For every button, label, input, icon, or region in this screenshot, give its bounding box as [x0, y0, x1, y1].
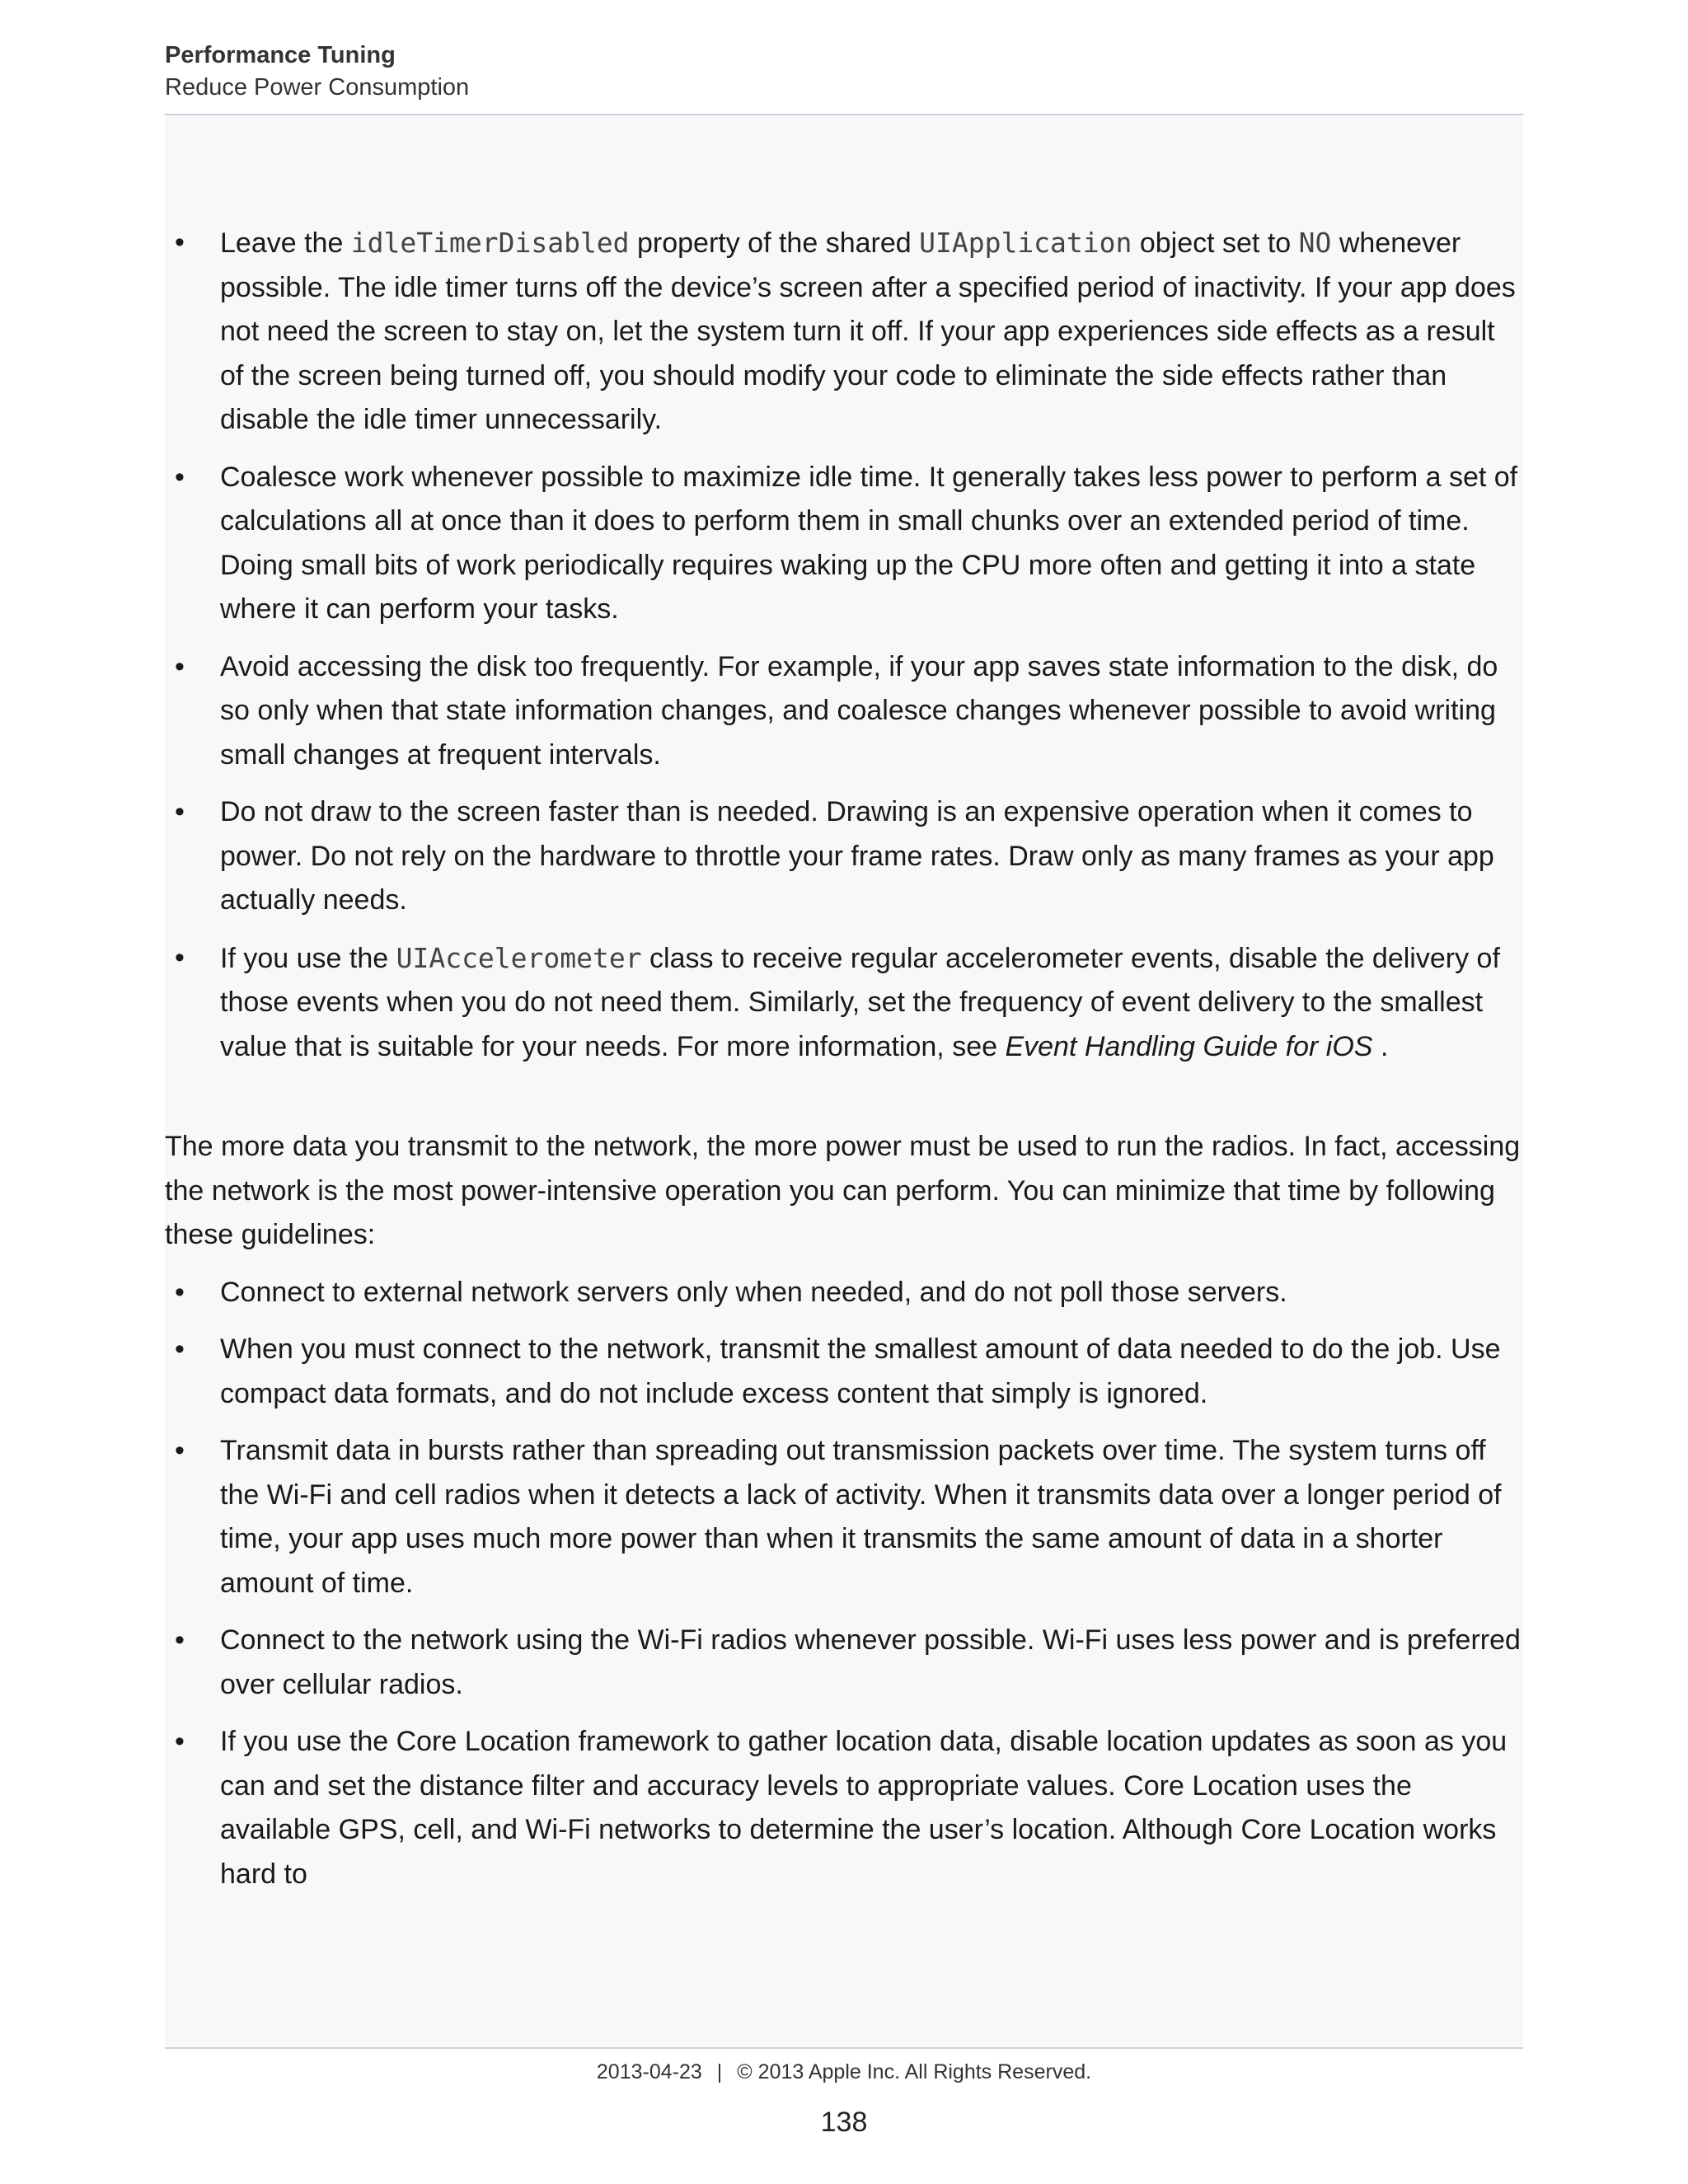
bullet-icon: • — [175, 227, 185, 258]
code-no: NO — [1298, 227, 1332, 259]
bullet-icon: • — [175, 461, 185, 493]
running-header — [165, 40, 1523, 104]
bullet-icon: • — [175, 796, 185, 827]
list-item: • Avoid accessing the disk too frequently. For example, if your app saves state information to the disk, do so only when that state information changes, and coalesce changes whenever possible to avoid writing small changes at frequent intervals. — [165, 645, 1523, 778]
bullet-icon: • — [175, 1726, 185, 1757]
event-handling-guide-link[interactable]: Event Handling Guide for iOS — [1005, 1030, 1373, 1062]
header-divider — [165, 114, 1523, 115]
list-item: • Leave the idleTimerDisabled property of the shared UIApplication object set to NO whenever possible. The idle timer turns off the device’s screen after a specified period of inactivity. If your app does not need the screen to stay on, let the system turn it off. If your app experiences side effects as a result of the screen being turned off, you should modify your code to eliminate the side effects rather than disable the idle timer unnecessarily. — [165, 221, 1523, 443]
footer-date: 2013-04-23 — [596, 2060, 702, 2083]
chapter-title: Performance Tuning — [165, 42, 396, 68]
list-item: • Coalesce work whenever possible to maximize idle time. It generally takes less power to perform a set of calculations all at once than it does to perform them in small chunks over an extended period of time. Doing small bits of work periodically requires waking up the CPU more often and getting it into a state where it can perform your tasks. — [165, 456, 1523, 632]
list-item: • If you use the UIAccelerometer class to receive regular accelerometer events, disable the delivery of those events when you do not need them. Similarly, set the frequency of event delivery to the smallest value that is suitable for your needs. For more information, see Event Handling Guide for iOS . — [165, 936, 1523, 1070]
main-content — [165, 221, 1523, 1910]
code-uiapplication: UIApplication — [919, 227, 1132, 259]
bullet-icon: • — [175, 941, 185, 973]
network-guidelines-list — [165, 1271, 1523, 1897]
section-title: Reduce Power Consumption — [165, 74, 470, 101]
list-item: • Connect to external network servers only when needed, and do not poll those servers. — [165, 1271, 1523, 1315]
power-tips-list — [165, 221, 1523, 1069]
page-number: 138 — [820, 2107, 868, 2138]
list-item: • Transmit data in bursts rather than spreading out transmission packets over time. The system turns off the Wi-Fi and cell radios when it detects a lack of activity. When it transmits data over a longer period of time, your app uses much more power than when it transmits the same amount of data in a shorter amount of time. — [165, 1429, 1523, 1605]
footer-divider — [165, 2047, 1523, 2049]
list-item: • Do not draw to the screen faster than is needed. Drawing is an expensive operation when it comes to power. Do not rely on the hardware to throttle your frame rates. Draw only as many frames as your app actually needs. — [165, 790, 1523, 923]
list-item: • When you must connect to the network, transmit the smallest amount of data needed to do the job. Use compact data formats, and do not include excess content that simply is ignored. — [165, 1328, 1523, 1416]
code-uiaccelerometer: UIAccelerometer — [396, 941, 642, 974]
footer-copyright: © 2013 Apple Inc. All Rights Reserved. — [737, 2060, 1092, 2083]
bullet-icon: • — [175, 1276, 185, 1308]
bullet-icon: • — [175, 650, 185, 682]
bullet-icon: • — [175, 1435, 185, 1466]
code-idletimerdisabled: idleTimerDisabled — [350, 227, 630, 259]
footer-separator: | — [716, 2060, 723, 2083]
network-intro-paragraph: The more data you transmit to the network, the more power must be used to run the radios. In fact, accessing the network is the most power-intensive operation you can perform. You can minimize that time by following these guidelines: — [165, 1131, 1521, 1250]
bullet-icon: • — [175, 1624, 185, 1656]
list-item: • If you use the Core Location framework to gather location data, disable location updates as soon as you can and set the distance filter and accuracy levels to appropriate values. Core Location uses the available GPS, cell, and Wi-Fi networks to determine the user’s location. Although Core Location works hard to — [165, 1720, 1523, 1896]
footer — [165, 2060, 1523, 2084]
list-item: • Connect to the network using the Wi-Fi radios whenever possible. Wi-Fi uses less power and is preferred over cellular radios. — [165, 1619, 1523, 1707]
bullet-icon: • — [175, 1333, 185, 1365]
